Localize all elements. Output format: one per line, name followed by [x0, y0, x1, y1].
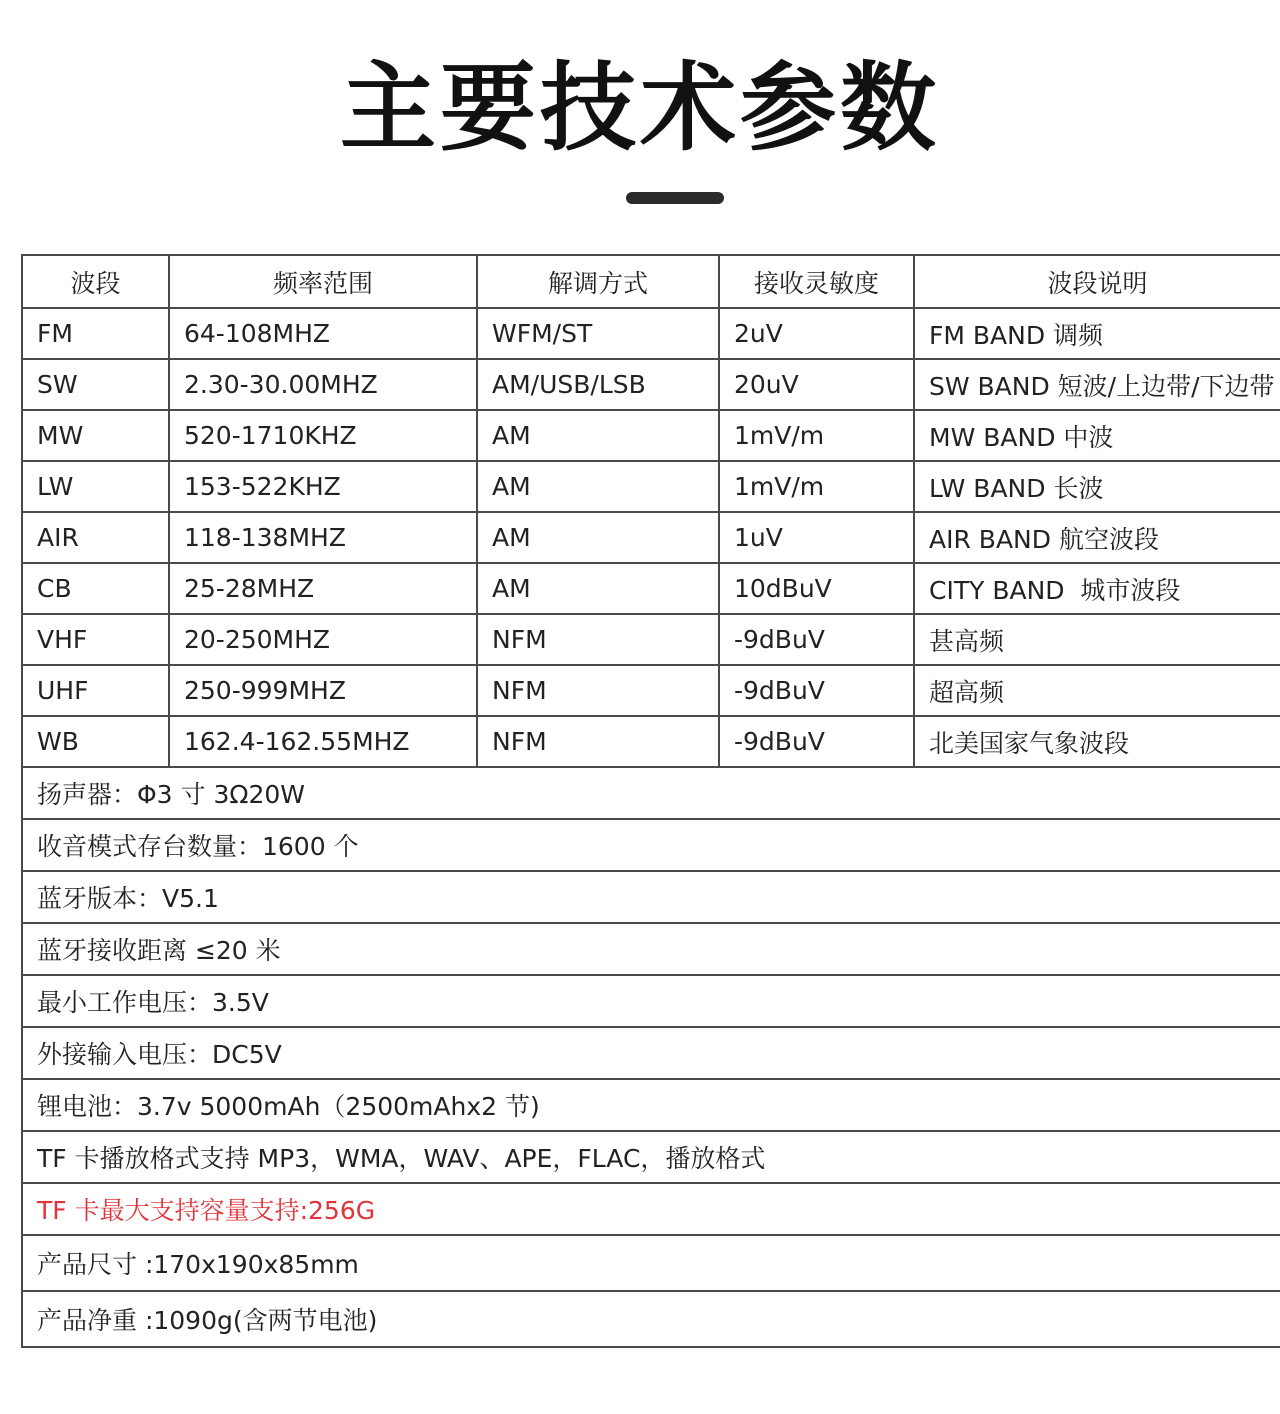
info-tf-capacity: TF 卡最大支持容量支持:256G	[22, 1183, 1280, 1235]
cell-frequency: 20-250MHZ	[169, 614, 477, 665]
cell-band: WB	[22, 716, 169, 767]
cell-band: SW	[22, 359, 169, 410]
table-row	[22, 308, 1280, 359]
cell-sensitivity: -9dBuV	[719, 716, 914, 767]
cell-description: MW BAND 中波	[914, 410, 1280, 461]
info-row	[22, 975, 1280, 1027]
cell-demodulation: AM	[477, 461, 719, 512]
cell-frequency: 153-522KHZ	[169, 461, 477, 512]
cell-description: SW BAND 短波/上边带/下边带	[914, 359, 1280, 410]
info-bluetooth-version: 蓝牙版本：V5.1	[22, 871, 1280, 923]
cell-frequency: 118-138MHZ	[169, 512, 477, 563]
cell-sensitivity: 1mV/m	[719, 461, 914, 512]
cell-sensitivity: -9dBuV	[719, 665, 914, 716]
info-preset-count: 收音模式存台数量：1600 个	[22, 819, 1280, 871]
table-row	[22, 716, 1280, 767]
cell-band: FM	[22, 308, 169, 359]
cell-demodulation: AM	[477, 563, 719, 614]
info-row	[22, 923, 1280, 975]
info-bluetooth-range: 蓝牙接收距离 ≤20 米	[22, 923, 1280, 975]
info-row	[22, 819, 1280, 871]
info-row	[22, 871, 1280, 923]
cell-frequency: 25-28MHZ	[169, 563, 477, 614]
cell-band: VHF	[22, 614, 169, 665]
cell-sensitivity: 1mV/m	[719, 410, 914, 461]
cell-band: MW	[22, 410, 169, 461]
cell-frequency: 520-1710KHZ	[169, 410, 477, 461]
cell-description: CITY BAND 城市波段	[914, 563, 1280, 614]
header-frequency-range: 频率范围	[169, 255, 477, 308]
info-row	[22, 1183, 1280, 1235]
cell-sensitivity: -9dBuV	[719, 614, 914, 665]
cell-demodulation: AM	[477, 512, 719, 563]
table-row	[22, 563, 1280, 614]
info-speaker: 扬声器：Φ3 寸 3Ω20W	[22, 767, 1280, 819]
info-input-voltage: 外接输入电压：DC5V	[22, 1027, 1280, 1079]
cell-band: LW	[22, 461, 169, 512]
info-min-voltage: 最小工作电压：3.5V	[22, 975, 1280, 1027]
info-battery: 锂电池：3.7v 5000mAh（2500mAhx2 节)	[22, 1079, 1280, 1131]
header-demodulation: 解调方式	[477, 255, 719, 308]
table-row	[22, 461, 1280, 512]
info-row	[22, 767, 1280, 819]
info-dimensions: 产品尺寸 :170x190x85mm	[22, 1235, 1280, 1291]
cell-frequency: 250-999MHZ	[169, 665, 477, 716]
cell-sensitivity: 1uV	[719, 512, 914, 563]
info-row	[22, 1235, 1280, 1291]
header-sensitivity: 接收灵敏度	[719, 255, 914, 308]
cell-sensitivity: 2uV	[719, 308, 914, 359]
cell-frequency: 64-108MHZ	[169, 308, 477, 359]
header-band-description: 波段说明	[914, 255, 1280, 308]
cell-description: FM BAND 调频	[914, 308, 1280, 359]
cell-demodulation: NFM	[477, 614, 719, 665]
cell-description: LW BAND 长波	[914, 461, 1280, 512]
spec-table	[21, 254, 1280, 1348]
table-row	[22, 614, 1280, 665]
table-row	[22, 410, 1280, 461]
cell-frequency: 162.4-162.55MHZ	[169, 716, 477, 767]
table-header-row	[22, 255, 1280, 308]
cell-band: CB	[22, 563, 169, 614]
cell-demodulation: NFM	[477, 665, 719, 716]
cell-description: 超高频	[914, 665, 1280, 716]
info-row	[22, 1079, 1280, 1131]
cell-sensitivity: 20uV	[719, 359, 914, 410]
cell-description: 北美国家气象波段	[914, 716, 1280, 767]
info-net-weight: 产品净重 :1090g(含两节电池)	[22, 1291, 1280, 1347]
cell-demodulation: NFM	[477, 716, 719, 767]
header-band: 波段	[22, 255, 169, 308]
info-tf-formats: TF 卡播放格式支持 MP3，WMA，WAV、APE，FLAC，播放格式	[22, 1131, 1280, 1183]
cell-band: AIR	[22, 512, 169, 563]
cell-demodulation: WFM/ST	[477, 308, 719, 359]
info-row	[22, 1027, 1280, 1079]
table-row	[22, 512, 1280, 563]
info-row	[22, 1291, 1280, 1347]
cell-band: UHF	[22, 665, 169, 716]
title-underline	[626, 192, 724, 204]
cell-demodulation: AM/USB/LSB	[477, 359, 719, 410]
table-row	[22, 359, 1280, 410]
cell-demodulation: AM	[477, 410, 719, 461]
info-row	[22, 1131, 1280, 1183]
page-title: 主要技术参数	[340, 52, 940, 164]
cell-description: 甚高频	[914, 614, 1280, 665]
cell-frequency: 2.30-30.00MHZ	[169, 359, 477, 410]
cell-sensitivity: 10dBuV	[719, 563, 914, 614]
table-row	[22, 665, 1280, 716]
cell-description: AIR BAND 航空波段	[914, 512, 1280, 563]
